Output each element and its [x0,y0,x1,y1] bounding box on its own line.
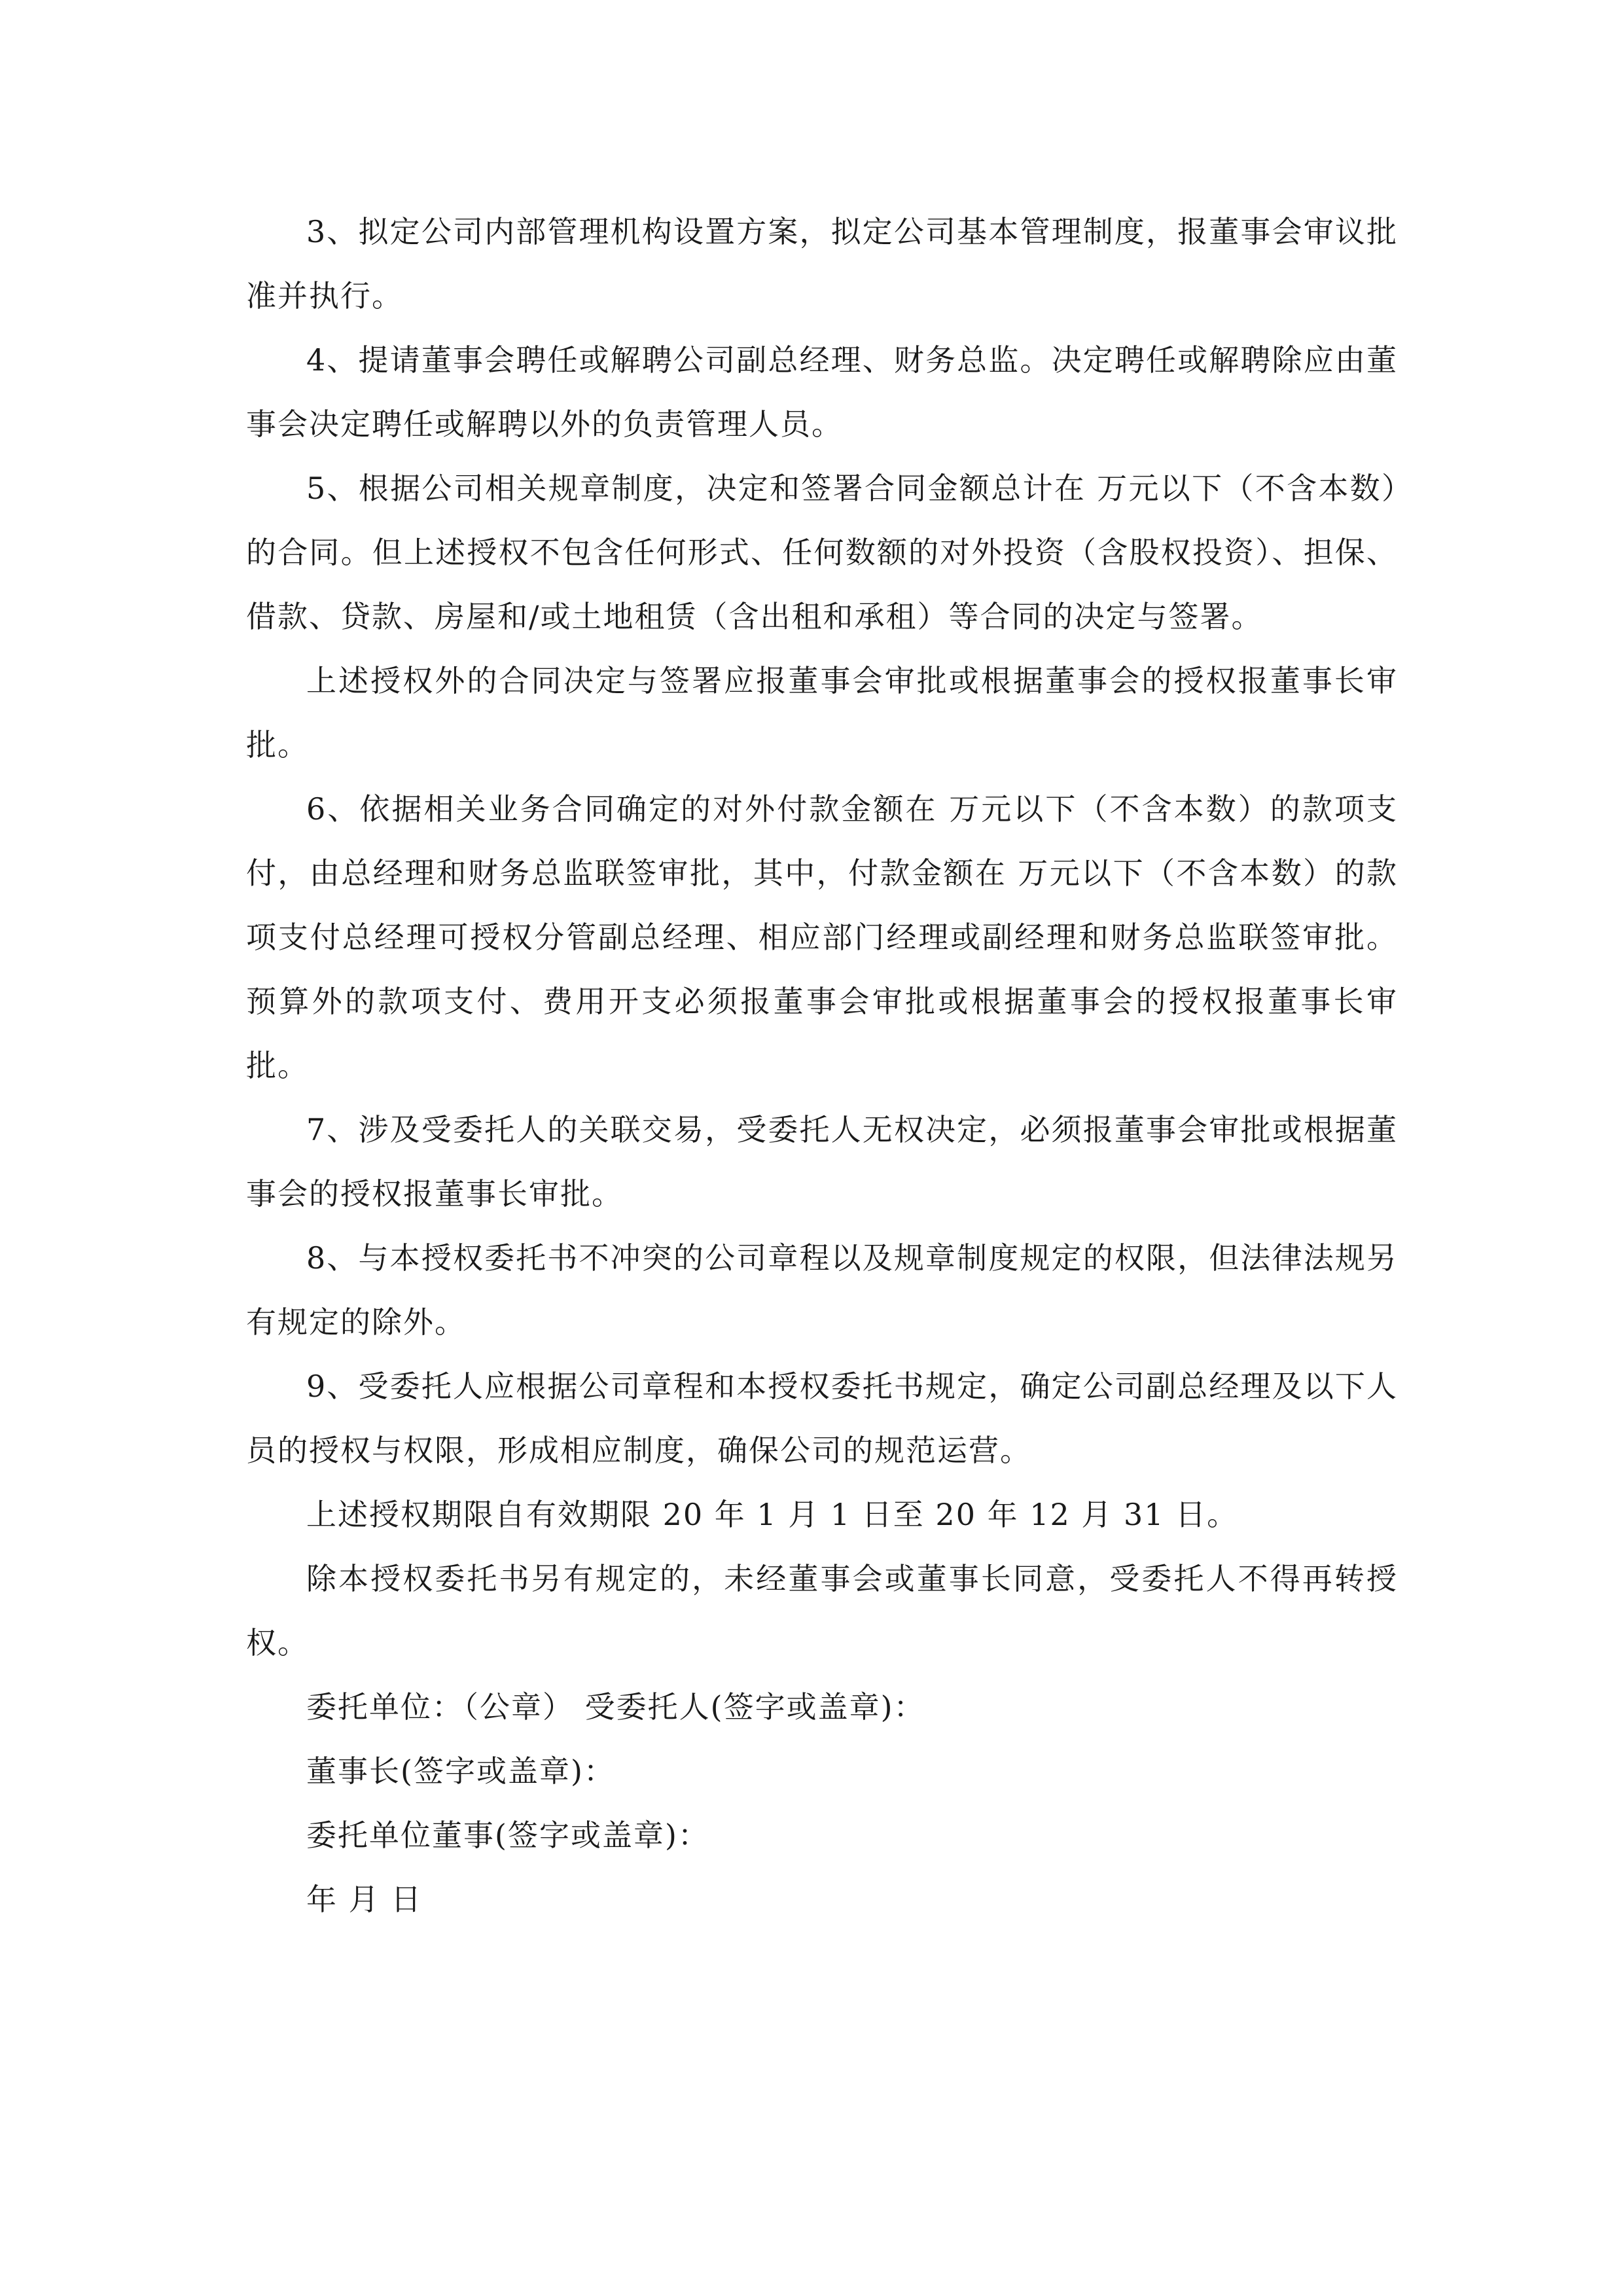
paragraph-item-5-note: 上述授权外的合同决定与签署应报董事会审批或根据董事会的授权报董事长审批。 [246,663,1398,762]
paragraph-item-6: 6、依据相关业务合同确定的对外付款金额在 万元以下（不含本数）的款项支付，由总经理和财务总监联签审批，其中，付款金额在 万元以下（不含本数）的款项支付总经理可授权分管副总经理、相应部门经理或副经理和财务总监联签审批。预算外的款项支付、费用开支必须报董事会审批或根据董事会的授权报董事长审批。 [246,791,1398,1083]
paragraph-item-3: 3、拟定公司内部管理机构设置方案，拟定公司基本管理制度，报董事会审议批准并执行。 [246,214,1398,314]
signature-chairman-line: 董事长(签字或盖章)： [306,1753,615,1789]
paragraph-item-4: 4、提请董事会聘任或解聘公司副总经理、财务总监。决定聘任或解聘除应由董事会决定聘任或解聘以外的负责管理人员。 [246,342,1398,442]
signature-date-line: 年 月 日 [306,1882,423,1917]
paragraph-item-8: 8、与本授权委托书不冲突的公司章程以及规章制度规定的权限，但法律法规另有规定的除外。 [246,1240,1398,1340]
paragraph-item-5: 5、根据公司相关规章制度，决定和签署合同金额总计在 万元以下（不含本数）的合同。但上述授权不包含任何形式、任何数额的对外投资（含股权投资）、担保、借款、贷款、房屋和/或土地租赁（含出租和承租）等合同的决定与签署。 [246,471,1398,634]
paragraph-item-9: 9、受委托人应根据公司章程和本授权委托书规定，确定公司副总经理及以下人员的授权与权限，形成相应制度，确保公司的规范运营。 [246,1369,1398,1468]
signature-principal-line: 委托单位：（公章） 受委托人(签字或盖章)： [306,1689,925,1725]
paragraph-validity-period: 上述授权期限自有效期限 20 年 1 月 1 日至 20 年 12 月 31 日。 [306,1497,1239,1532]
paragraph-no-sub-delegation: 除本授权委托书另有规定的，未经董事会或董事长同意，受委托人不得再转授权。 [246,1561,1398,1660]
signature-director-line: 委托单位董事(签字或盖章)： [306,1818,709,1853]
paragraph-item-7: 7、涉及受委托人的关联交易，受委托人无权决定，必须报董事会审批或根据董事会的授权报董事长审批。 [246,1112,1398,1211]
document-page [246,200,1398,1931]
